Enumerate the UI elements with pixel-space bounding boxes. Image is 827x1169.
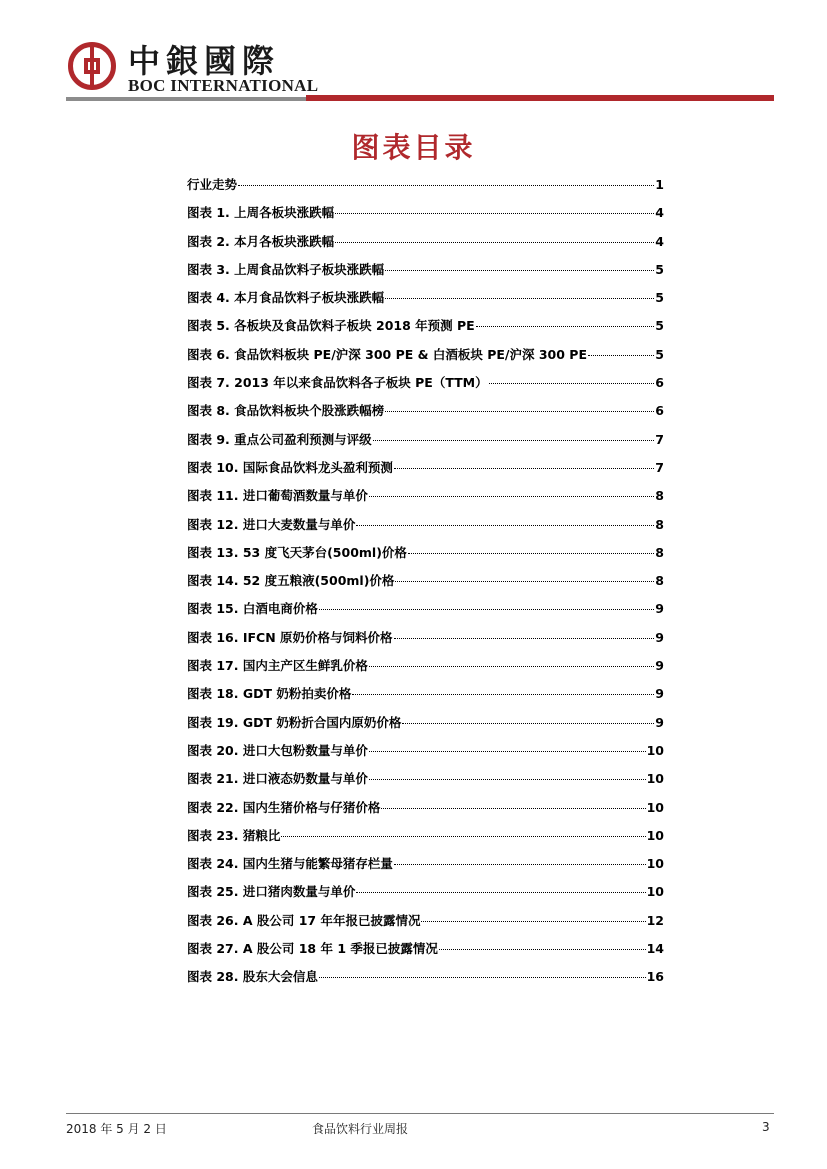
toc-dot-leader bbox=[439, 949, 646, 950]
toc-entry-page: 9 bbox=[655, 686, 664, 702]
toc-entry-page: 10 bbox=[646, 771, 664, 787]
toc-dot-leader bbox=[402, 723, 654, 724]
footer-date: 2018 年 5 月 2 日 bbox=[66, 1122, 167, 1136]
toc-entry-page: 8 bbox=[655, 544, 664, 560]
toc-entry[interactable] bbox=[187, 288, 664, 316]
toc-entry-page: 1 bbox=[655, 177, 664, 192]
toc-entry-page: 6 bbox=[655, 375, 664, 391]
toc-entry-label: 图表 20. 进口大包粉数量与单价 bbox=[187, 742, 368, 758]
toc-entry-label: 图表 23. 猪粮比 bbox=[187, 827, 281, 843]
toc-dot-leader bbox=[385, 411, 654, 412]
toc-dot-leader bbox=[356, 892, 645, 893]
toc-entry-page: 9 bbox=[655, 601, 664, 617]
toc-entry[interactable] bbox=[187, 798, 664, 826]
toc-entry[interactable] bbox=[187, 458, 664, 486]
toc-entry[interactable] bbox=[187, 854, 664, 882]
toc-dot-leader bbox=[238, 185, 654, 186]
toc-entry-page: 16 bbox=[646, 969, 664, 985]
toc-entry-page: 4 bbox=[655, 205, 664, 221]
toc-entry-page: 10 bbox=[646, 884, 664, 900]
toc-entry-label: 图表 16. IFCN 原奶价格与饲料价格 bbox=[187, 629, 393, 645]
toc-dot-leader bbox=[369, 751, 646, 752]
toc-dot-leader bbox=[588, 355, 654, 356]
toc-entry-label: 图表 8. 食品饮料板块个股涨跌幅榜 bbox=[187, 403, 385, 419]
toc-entry[interactable] bbox=[187, 713, 664, 741]
toc-dot-leader bbox=[381, 808, 645, 809]
boc-logo-icon bbox=[68, 42, 116, 90]
toc-entry-page: 9 bbox=[655, 658, 664, 674]
toc-entry[interactable] bbox=[187, 175, 664, 203]
toc-entry-label: 图表 17. 国内主产区生鲜乳价格 bbox=[187, 658, 368, 674]
toc-entry[interactable] bbox=[187, 571, 664, 599]
toc-entry[interactable] bbox=[187, 656, 664, 684]
toc-entry-page: 10 bbox=[646, 827, 664, 843]
toc-entry[interactable] bbox=[187, 232, 664, 260]
toc-dot-leader bbox=[395, 581, 654, 582]
toc-entry-label: 图表 10. 国际食品饮料龙头盈利预测 bbox=[187, 459, 393, 475]
page-title: 图表目录 bbox=[351, 131, 476, 164]
toc-entry-page: 8 bbox=[655, 573, 664, 589]
toc-entry[interactable] bbox=[187, 430, 664, 458]
toc-entry-page: 5 bbox=[655, 290, 664, 306]
toc-dot-leader bbox=[281, 836, 645, 837]
toc-entry-label: 图表 13. 53 度飞天茅台(500ml)价格 bbox=[187, 544, 407, 560]
toc-dot-leader bbox=[335, 242, 654, 243]
header-divider-gray bbox=[66, 97, 306, 101]
toc-entry-label: 图表 15. 白酒电商价格 bbox=[187, 601, 318, 617]
toc-entry-page: 6 bbox=[655, 403, 664, 419]
toc-dot-leader bbox=[369, 496, 654, 497]
toc-dot-leader bbox=[394, 638, 655, 639]
toc-entry-page: 4 bbox=[655, 233, 664, 249]
toc-entry[interactable] bbox=[187, 543, 664, 571]
toc-dot-leader bbox=[352, 694, 654, 695]
toc-dot-leader bbox=[319, 977, 646, 978]
toc-entry[interactable] bbox=[187, 769, 664, 797]
toc-entry-label: 图表 18. GDT 奶粉拍卖价格 bbox=[187, 686, 352, 702]
toc-entry[interactable] bbox=[187, 486, 664, 514]
toc-entry[interactable] bbox=[187, 684, 664, 712]
toc-dot-leader bbox=[369, 779, 646, 780]
toc-entry-label: 图表 19. GDT 奶粉折合国内原奶价格 bbox=[187, 714, 402, 730]
toc-entry[interactable] bbox=[187, 628, 664, 656]
toc-entry[interactable] bbox=[187, 882, 664, 910]
toc-entry-label: 图表 7. 2013 年以来食品饮料各子板块 PE（TTM） bbox=[187, 375, 488, 391]
toc-entry-label: 图表 11. 进口葡萄酒数量与单价 bbox=[187, 488, 368, 504]
toc-entry[interactable] bbox=[187, 401, 664, 429]
toc-entry-page: 9 bbox=[655, 714, 664, 730]
logo-english-name: BOC INTERNATIONAL bbox=[128, 76, 319, 95]
toc-entry-label: 图表 3. 上周食品饮料子板块涨跌幅 bbox=[187, 261, 385, 277]
toc-entry-label: 图表 26. A 股公司 17 年年报已披露情况 bbox=[187, 912, 421, 928]
toc-entry-page: 5 bbox=[655, 346, 664, 362]
toc-entry-page: 14 bbox=[646, 941, 664, 957]
toc-entry-label: 图表 22. 国内生猪价格与仔猪价格 bbox=[187, 799, 381, 815]
header bbox=[66, 34, 774, 104]
toc-entry-label: 图表 25. 进口猪肉数量与单价 bbox=[187, 884, 356, 900]
toc-entry[interactable] bbox=[187, 515, 664, 543]
toc-entry-label: 图表 2. 本月各板块涨跌幅 bbox=[187, 233, 335, 249]
toc-entry-label: 图表 5. 各板块及食品饮料子板块 2018 年预测 PE bbox=[187, 318, 475, 334]
toc-entry-label: 图表 1. 上周各板块涨跌幅 bbox=[187, 205, 335, 221]
toc-entry-page: 8 bbox=[655, 488, 664, 504]
toc-dot-leader bbox=[319, 609, 654, 610]
logo-chinese-name: 中銀國際 bbox=[128, 42, 281, 80]
toc-dot-leader bbox=[385, 270, 654, 271]
toc-entry[interactable] bbox=[187, 826, 664, 854]
toc-entry-label: 图表 28. 股东大会信息 bbox=[187, 969, 318, 985]
toc-dot-leader bbox=[408, 553, 654, 554]
toc-entry[interactable] bbox=[187, 373, 664, 401]
toc-entry[interactable] bbox=[187, 316, 664, 344]
toc-entry-page: 5 bbox=[655, 318, 664, 334]
toc-dot-leader bbox=[335, 213, 654, 214]
toc-entry-label: 图表 9. 重点公司盈利预测与评级 bbox=[187, 431, 372, 447]
toc-entry[interactable] bbox=[187, 911, 664, 939]
toc-entry[interactable] bbox=[187, 741, 664, 769]
toc-dot-leader bbox=[476, 326, 655, 327]
toc-entry[interactable] bbox=[187, 203, 664, 231]
toc-entry-page: 10 bbox=[646, 742, 664, 758]
toc-dot-leader bbox=[489, 383, 655, 384]
toc-entry-page: 5 bbox=[655, 261, 664, 277]
toc-entry-page: 10 bbox=[646, 799, 664, 815]
toc-dot-leader bbox=[394, 468, 654, 469]
toc-entry-label: 图表 24. 国内生猪与能繁母猪存栏量 bbox=[187, 856, 393, 872]
toc-dot-leader bbox=[385, 298, 654, 299]
toc-entry-page: 10 bbox=[646, 856, 664, 872]
toc-dot-leader bbox=[369, 666, 654, 667]
toc-entry[interactable] bbox=[187, 345, 664, 373]
table-of-figures bbox=[187, 175, 664, 996]
toc-entry[interactable] bbox=[187, 599, 664, 627]
footer-page-number: 3 bbox=[762, 1120, 770, 1134]
header-divider-red bbox=[306, 95, 774, 101]
footer-divider bbox=[66, 1113, 774, 1114]
toc-entry-page: 12 bbox=[646, 912, 664, 928]
toc-entry-label: 图表 27. A 股公司 18 年 1 季报已披露情况 bbox=[187, 941, 438, 957]
toc-dot-leader bbox=[373, 440, 655, 441]
toc-entry-label: 图表 21. 进口液态奶数量与单价 bbox=[187, 771, 368, 787]
toc-entry[interactable] bbox=[187, 967, 664, 995]
toc-entry-page: 8 bbox=[655, 516, 664, 532]
toc-entry[interactable] bbox=[187, 260, 664, 288]
toc-dot-leader bbox=[356, 525, 654, 526]
toc-entry-page: 7 bbox=[655, 431, 664, 447]
toc-entry-page: 7 bbox=[655, 459, 664, 475]
toc-entry-label: 行业走势 bbox=[187, 177, 238, 192]
toc-entry-label: 图表 4. 本月食品饮料子板块涨跌幅 bbox=[187, 290, 385, 306]
toc-entry-label: 图表 6. 食品饮料板块 PE/沪深 300 PE & 白酒板块 PE/沪深 300 PE bbox=[187, 346, 587, 362]
footer-report-title: 食品饮料行业周报 bbox=[312, 1122, 409, 1136]
toc-entry-label: 图表 12. 进口大麦数量与单价 bbox=[187, 516, 356, 532]
toc-entry-label: 图表 14. 52 度五粮液(500ml)价格 bbox=[187, 573, 395, 589]
toc-entry[interactable] bbox=[187, 939, 664, 967]
toc-dot-leader bbox=[394, 864, 646, 865]
toc-entry-page: 9 bbox=[655, 629, 664, 645]
toc-dot-leader bbox=[421, 921, 645, 922]
